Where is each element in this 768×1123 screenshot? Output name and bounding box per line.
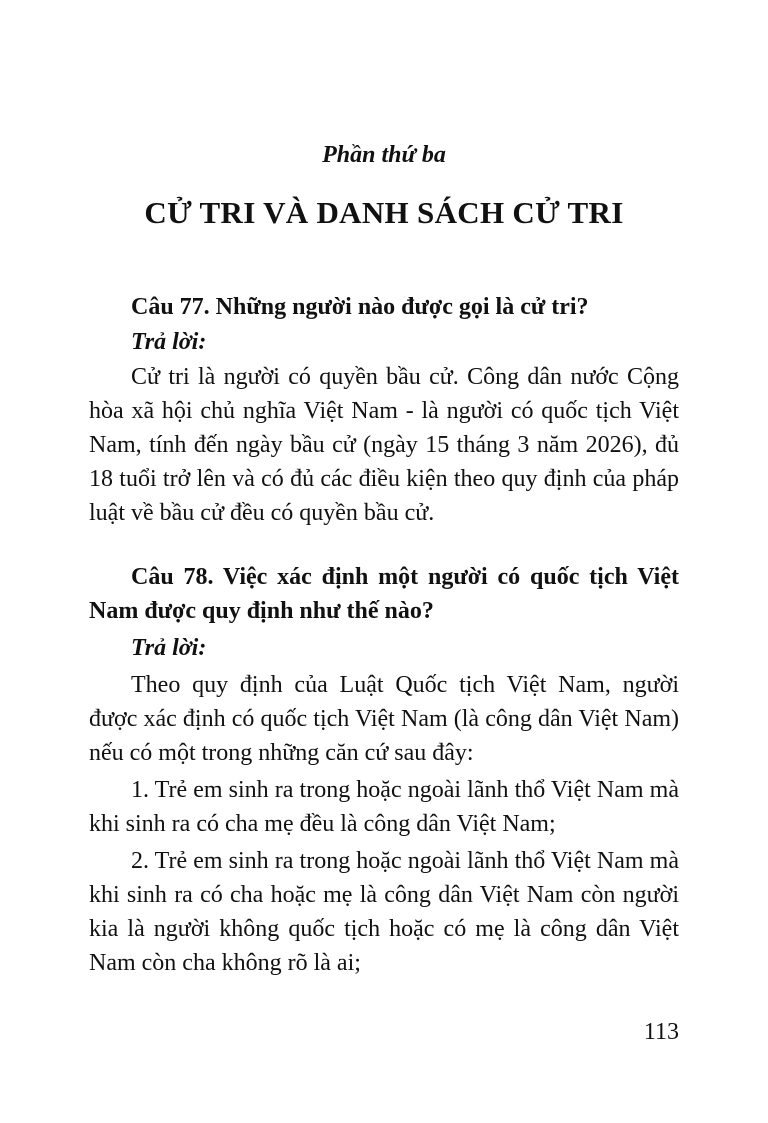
page-number: 113 — [643, 1019, 679, 1045]
answer-paragraph: 2. Trẻ em sinh ra trong hoặc ngoài lãnh thổ Việt Nam mà khi sinh ra có cha hoặc mẹ là công dân Việt Nam còn người kia là người không quốc tịch hoặc có mẹ là công dân Việt Nam còn cha không rõ là ai; — [89, 848, 679, 976]
answer-label: Trả lời: — [131, 635, 207, 661]
question-block-77 — [89, 290, 679, 530]
answer-paragraph: Theo quy định của Luật Quốc tịch Việt Nam, người được xác định có quốc tịch Việt Nam (là công dân Việt Nam) nếu có một trong những căn cứ sau đây: — [89, 672, 679, 766]
part-label: Phần thứ ba — [322, 142, 446, 168]
question-heading: Câu 78. Việc xác định một người có quốc tịch Việt Nam được quy định như thế nào? — [89, 564, 679, 624]
question-heading: Câu 77. Những người nào được gọi là cử tri? — [131, 294, 589, 320]
part-title: CỬ TRI VÀ DANH SÁCH CỬ TRI — [144, 195, 624, 230]
answer-paragraph: Cử tri là người có quyền bầu cử. Công dân nước Cộng hòa xã hội chủ nghĩa Việt Nam - là người có quốc tịch Việt Nam, tính đến ngày bầu cử (ngày 15 tháng 3 năm 2026), đủ 18 tuổi trở lên và có đủ các điều kiện theo quy định của pháp luật về bầu cử đều có quyền bầu cử. — [89, 364, 679, 526]
answer-paragraph: 1. Trẻ em sinh ra trong hoặc ngoài lãnh thổ Việt Nam mà khi sinh ra có cha mẹ đều là công dân Việt Nam; — [89, 777, 679, 837]
answer-label: Trả lời: — [131, 329, 207, 355]
question-block-78 — [89, 560, 679, 980]
